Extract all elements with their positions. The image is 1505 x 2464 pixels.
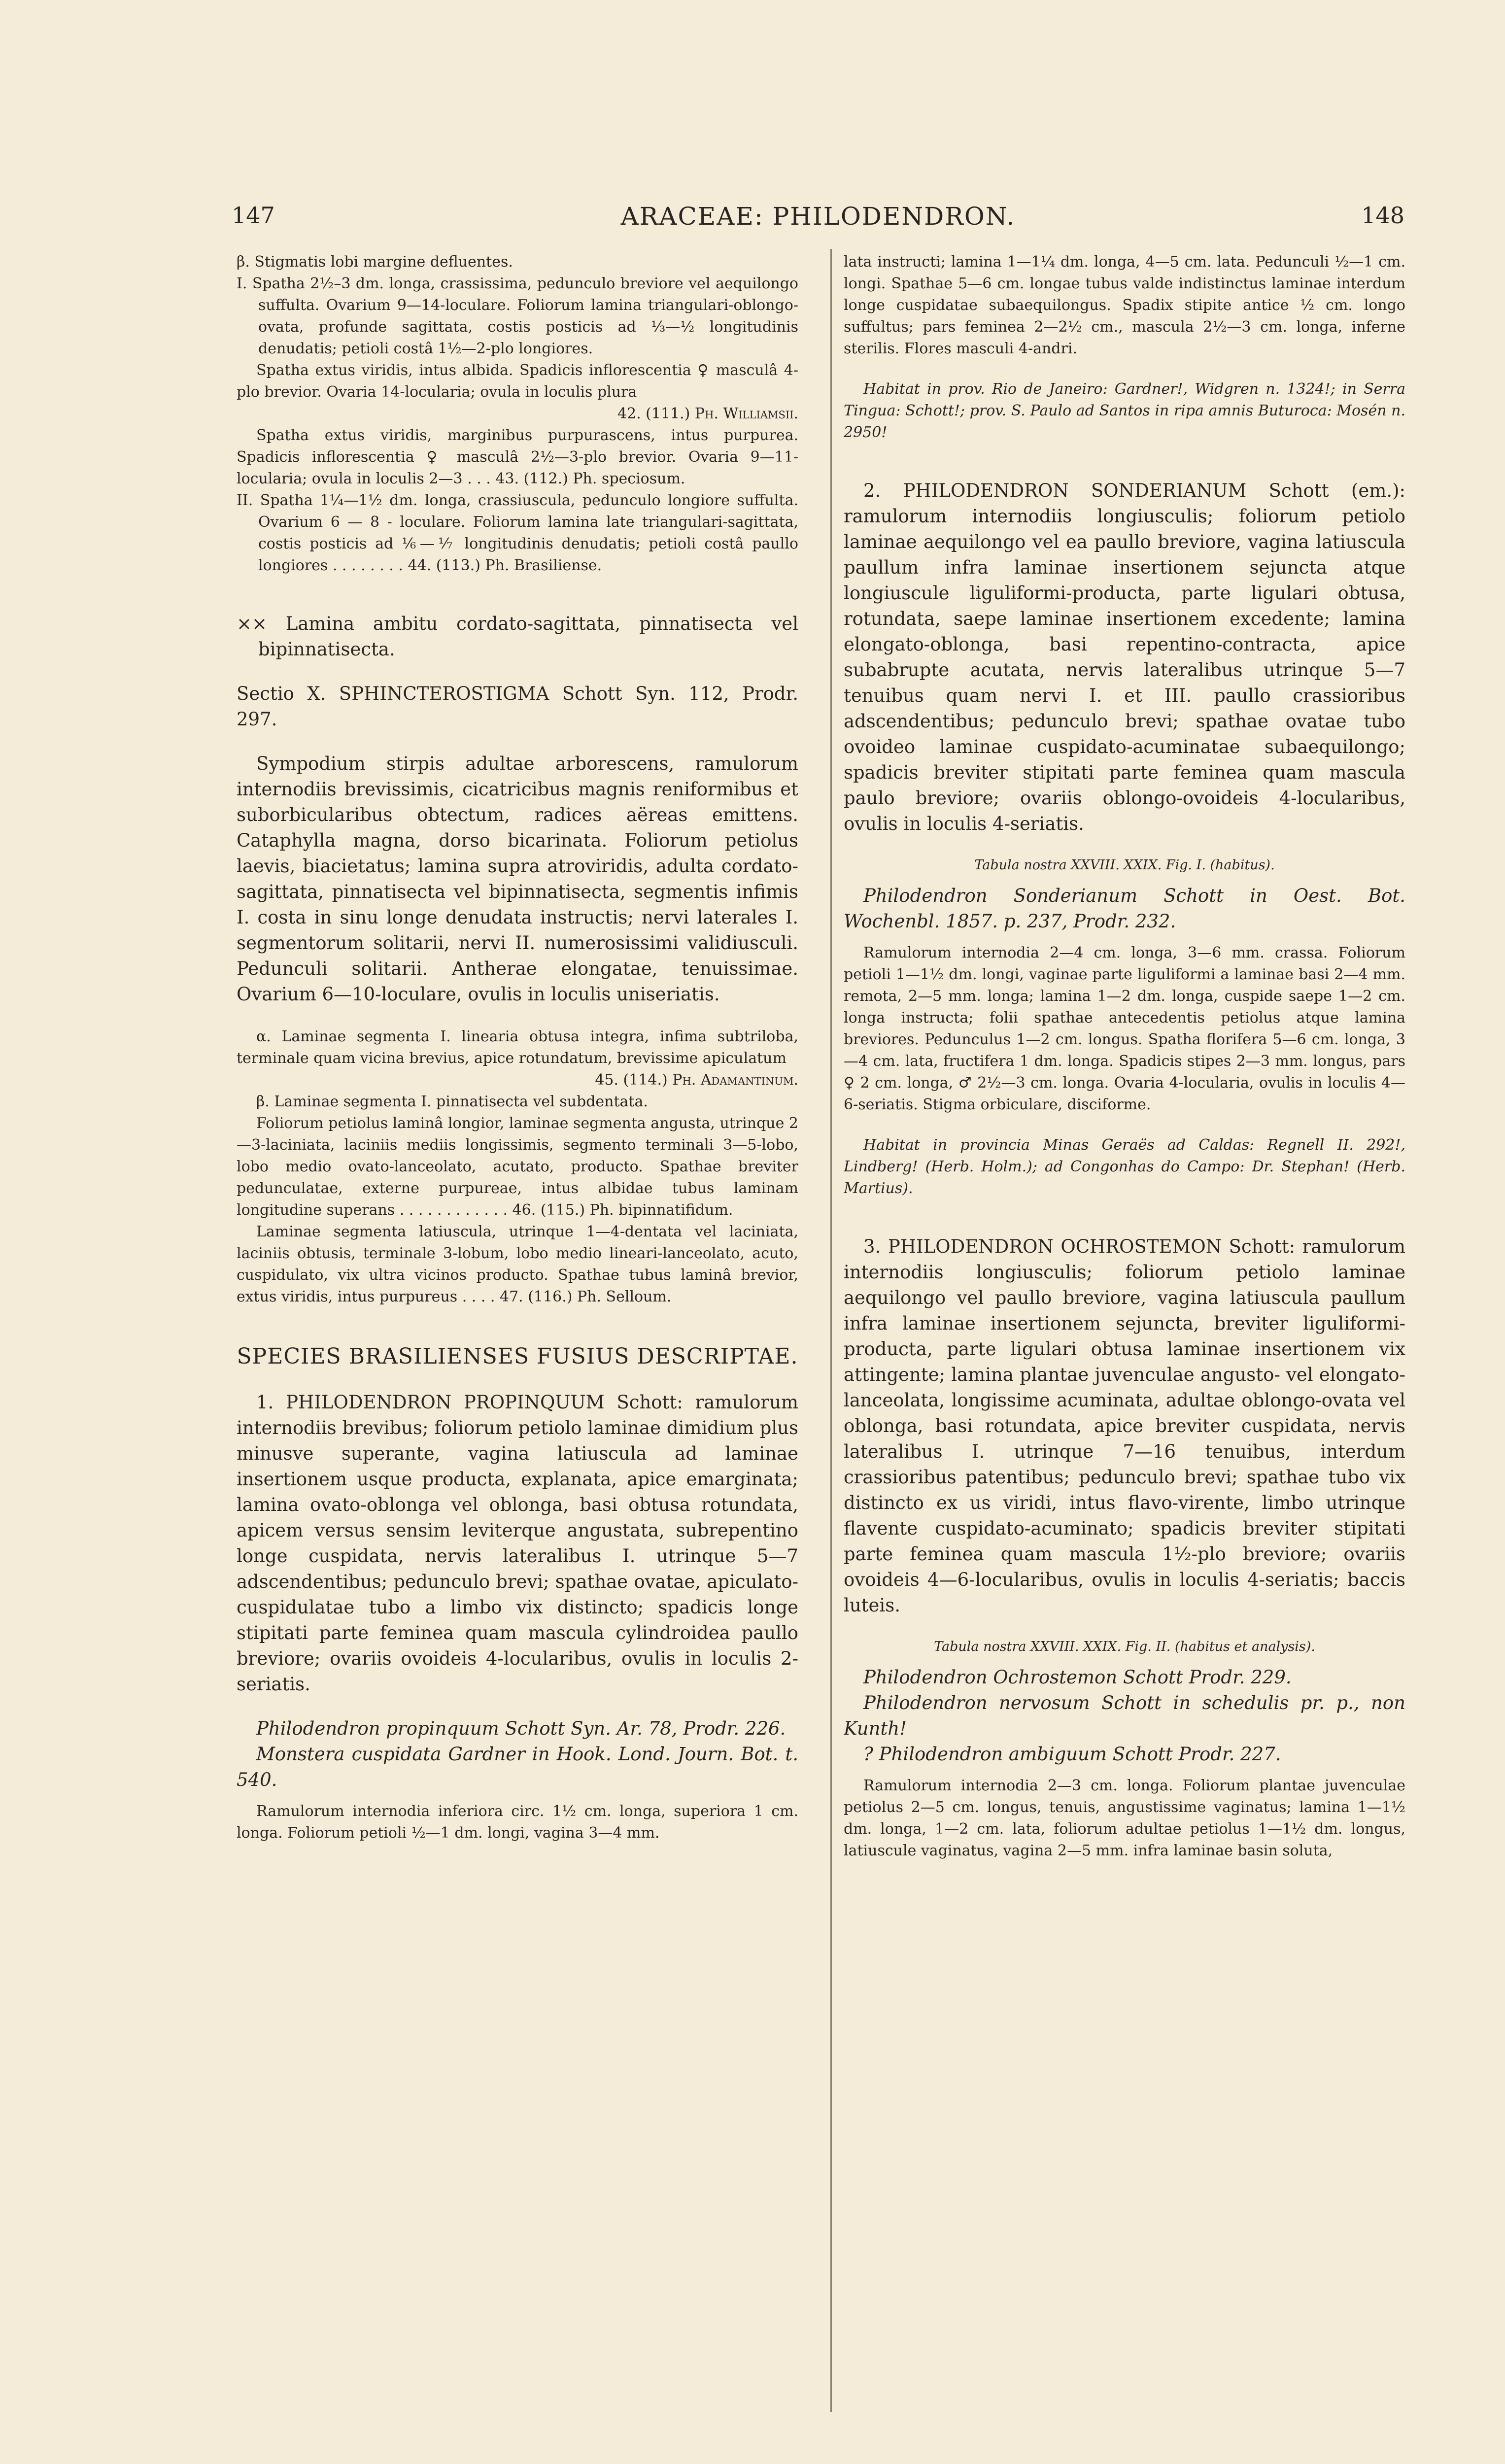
key-I: I. Spatha 2½–3 dm. longa, crassissima, pedunculo breviore vel aequilongo suffulta. Ovarium 9—14-loculare. Foliorum lamina triangulari-oblongo-ovata, profunde sagittata, costis posticis ad ⅓—½ longitudinis denudatis; petioli costâ 1½—2-plo longiores. [237, 275, 798, 357]
species-1-synonym-2: Monstera cuspidata Gardner in Hook. Lond. Journ. Bot. t. 540. [237, 1744, 798, 1790]
key-speciosum: Spatha extus viridis, marginibus purpurascens, intus purpurea. Spadicis inflorescentia ♀ masculâ 2½—3-plo brevior. Ovaria 9—11-locularia; ovula in loculis 2—3 . . . 43. (112.) Ph. speciosum. [237, 427, 798, 487]
species-3-synonym-2: Philodendron nervosum Schott in schedulis pr. p., non Kunth! [844, 1692, 1405, 1739]
sectio-description: Sympodium stirpis adultae arborescens, ramulorum internodiis brevissimis, cicatricibus magnis reniformibus et suborbicularibus obtectum, radices aëreas emittens. Cataphylla magna, dorso bicarinata. Foliorum petiolus laevis, biacietatus; lamina supra atroviridis, adulta cordato-sagittata, pinnatisecta vel bipinnatisecta, segmentis infimis I. costa in sinu longe denudata instructis; nervi laterales I. segmentorum solitarii, nervi II. numerosissimi validiusculi. Pedunculi solitarii. Antherae elongatae, tenuissimae. Ovarium 6—10-loculare, ovulis in loculis uniseriatis. [237, 753, 798, 1005]
key-selloum: Laminae segmenta latiuscula, utrinque 1—4-dentata vel laciniata, laciniis obtusis, terminale 3-lobum, lobo medio lineari-lanceolato, acuto, cuspidulato, vix ultra vicinos producto. Spathae tubus laminâ brevior, extus viridis, intus purpureus . . . . 47. (116.) Ph. Selloum. [237, 1223, 798, 1305]
species-3-plate-caption: Tabula nostra XXVIII. XXIX. Fig. II. (habitus et analysis). [934, 1639, 1315, 1654]
species-1-synonym-1: Philodendron propinquum Schott Syn. Ar. 78, Prodr. 226. [256, 1718, 786, 1739]
species-1-description: Ramulorum internodia inferiora circ. 1½ cm. longa, superiora 1 cm. longa. Foliorum petioli ½—1 dm. longi, vagina 3—4 mm. [237, 1803, 798, 1842]
ref-adamantinum: 45. (114.) Ph. Adamantinum. [595, 1071, 798, 1089]
column-divider [830, 249, 832, 2412]
right-column [844, 251, 1405, 2410]
species-2-habitat: Habitat in provincia Minas Geraës ad Caldas: Regnell II. 292!, Lindberg! (Herb. Holm.); ad Congonhas do Campo: Dr. Stephan! (Herb. Martius). [844, 1136, 1405, 1197]
species-3-synonym-1: Philodendron Ochrostemon Schott Prodr. 229. [863, 1667, 1292, 1688]
page-number-left: 147 [232, 202, 275, 229]
species-2-description: Ramulorum internodia 2—4 cm. longa, 3—6 mm. crassa. Foliorum petioli 1—1½ dm. longi, vaginae parte liguliformi a laminae basi 2—4 mm. remota, 2—5 mm. longa; lamina 1—2 dm. longa, cuspide saepe 1—2 cm. longa instructa; folii spathae antecedentis petiolus atque lamina breviores. Pedunculus 1—2 cm. longus. Spatha florifera 5—6 cm. longa, 3—4 cm. lata, fructifera 1 dm. longa. Spadicis stipes 2—3 mm. longus, pars ♀ 2 cm. longa, ♂ 2½—3 cm. longa. Ovaria 4-locularia, ovulis in loculis 4—6-seriatis. Stigma orbiculare, disciforme. [844, 944, 1405, 1113]
species-2-title: 2. PHILODENDRON SONDERIANUM Schott (em.): ramulorum internodiis longiusculis; foliorum petiolo laminae aequilongo vel ea paullo breviore, vagina latiuscula paullum infra laminae insertionem sejuncta atque longiuscule liguliformi-producta, parte ligulari obtusa, rotundata, saepe laminae insertionem excedente; lamina elongato-oblonga, basi repentino-contracta, apice subabrupte acutata, nervis lateralibus utrinque 5—7 tenuibus quam nervi I. et III. paullo crassioribus adscendentibus; pedunculo brevi; spathae ovatae tubo ovoideo laminae cuspidato-acuminatae subaequilongo; spadicis breviter stipitati parte feminea quam mascula paulo breviore; ovariis oblongo-ovoideis 4-locularibus, ovulis in loculis 4-seriatis. [844, 480, 1405, 834]
species-1-habitat: Habitat in prov. Rio de Janeiro: Gardner!, Widgren n. 1324!; in Serra Tingua: Schott!; prov. S. Paulo ad Santos in ripa amnis Buturoca: Mosén n. 2950! [844, 380, 1405, 441]
species-3-title: 3. PHILODENDRON OCHROSTEMON Schott: ramulorum internodiis longiusculis; foliorum petiolo laminae aequilongo vel paullo breviore, vagina latiuscula paullum infra laminae insertionem sejuncta, breviter liguliformi-producta, parte ligulari obtusa laminae insertionem vix attingente; lamina plantae juvenculae angusto- vel elongato-lanceolata, longissime acuminata, adultae oblongo-ovata vel oblonga, basi rotundata, apice breviter cuspidata, nervis lateralibus I. utrinque 7—16 tenuibus, interdum crassioribus patentibus; pedunculo brevi; spathae tubo vix distincto ex us viridi, intus flavo-virente, limbo utrinque flavente cuspidato-acuminato; spadicis breviter stipitati parte feminea quam mascula 1½-plo breviore; ovariis ovoideis 4—6-locularibus, ovulis in loculis 4-seriatis; baccis luteis. [844, 1236, 1405, 1616]
key-beta: β. Stigmatis lobi margine defluentes. [237, 253, 513, 271]
species-2-plate-caption: Tabula nostra XXVIII. XXIX. Fig. I. (habitus). [974, 857, 1275, 873]
page-header [232, 202, 1404, 237]
section-heading: SPECIES BRASILIENSES FUSIUS DESCRIPTAE. [237, 1344, 798, 1369]
key-II: II. Spatha 1¼—1½ dm. longa, crassiuscula, pedunculo longiore suffulta. Ovarium 6 — 8 - loculare. Foliorum lamina late triangulari-sagittata, costis posticis ad ⅙—⅐ longitudinis denudatis; petioli costâ paullo longiores . . . . . . . . 44. (113.) Ph. Brasiliense. [237, 492, 798, 574]
ref-williamsii: 42. (111.) Ph. Williamsii. [617, 405, 798, 422]
running-title: ARACEAE: PHILODENDRON. [620, 202, 1016, 231]
sectio-heading: Sectio X. SPHINCTEROSTIGMA Schott Syn. 112, Prodr. 297. [237, 683, 798, 730]
key-alpha: α. Laminae segmenta I. linearia obtusa integra, infima subtriloba, terminale quam vicina brevius, apice rotundatum, brevissime apiculatum [237, 1028, 798, 1067]
left-column [237, 251, 798, 2410]
page-number-right: 148 [1361, 202, 1404, 229]
species-3-description: Ramulorum internodia 2—3 cm. longa. Foliorum plantae juvenculae petiolus 2—5 cm. longus, tenuis, angustissime vaginatus; lamina 1—1½ dm. longa, 1—2 cm. lata, foliorum adultae petiolus 1—1½ dm. longus, latiuscule vaginatus, vagina 2—5 mm. infra laminae basin soluta, [844, 1777, 1405, 1859]
key-bipinnatifidum: Foliorum petiolus laminâ longior, laminae segmenta angusta, utrinque 2—3-laciniata, laciniis mediis longissimis, segmento terminali 3—5-lobo, lobo medio ovato-lanceolato, acutato, producto. Spathae breviter pedunculatae, externe purpureae, intus albidae tubus laminam longitudine superans . . . . . . . . . . . . 46. (115.) Ph. bipinnatifidum. [237, 1115, 798, 1219]
species-2-synonym: Philodendron Sonderianum Schott in Oest. Bot. Wochenbl. 1857. p. 237, Prodr. 232. [844, 885, 1405, 932]
species-3-synonym-3: ? Philodendron ambiguum Schott Prodr. 227. [863, 1744, 1281, 1765]
key-lamina-bipinnatisecta: ⨯⨯ Lamina ambitu cordato-sagittata, pinnatisecta vel bipinnatisecta. [237, 613, 798, 660]
species-1-title: 1. PHILODENDRON PROPINQUUM Schott: ramulorum internodiis brevibus; foliorum petiolo laminae dimidium plus minusve superante, vagina latiuscula ad laminae insertionem usque producta, explanata, apice emarginata; lamina ovato-oblonga vel oblonga, basi obtusa rotundata, apicem versus sensim leviterque angustata, subrepentino longe cuspidata, nervis lateralibus I. utrinque 5—7 adscendentibus; pedunculo brevi; spathae ovatae, apiculato-cuspidulatae tubo a limbo vix distincto; spadicis longe stipitati parte feminea quam mascula cylindroidea paullo breviore; ovariis ovoideis 4-locularibus, ovulis in loculis 2-seriatis. [237, 1392, 798, 1695]
species-1-description-cont: lata instructi; lamina 1—1¼ dm. longa, 4—5 cm. lata. Pedunculi ½—1 cm. longi. Spathae 5—6 cm. longae tubus valde indistinctus laminae interdum longe cuspidatae subaequilongus. Spadix stipite antice ½ cm. longo suffultus; pars feminea 2—2½ cm., mascula 2½—3 cm. longa, inferne sterilis. Flores masculi 4-andri. [844, 253, 1405, 357]
key-williamsii: Spatha extus viridis, intus albida. Spadicis inflorescentia ♀ masculâ 4-plo brevior. Ovaria 14-locularia; ovula in loculis plura [237, 362, 798, 401]
key-beta-2: β. Laminae segmenta I. pinnatisecta vel subdentata. [256, 1093, 648, 1110]
